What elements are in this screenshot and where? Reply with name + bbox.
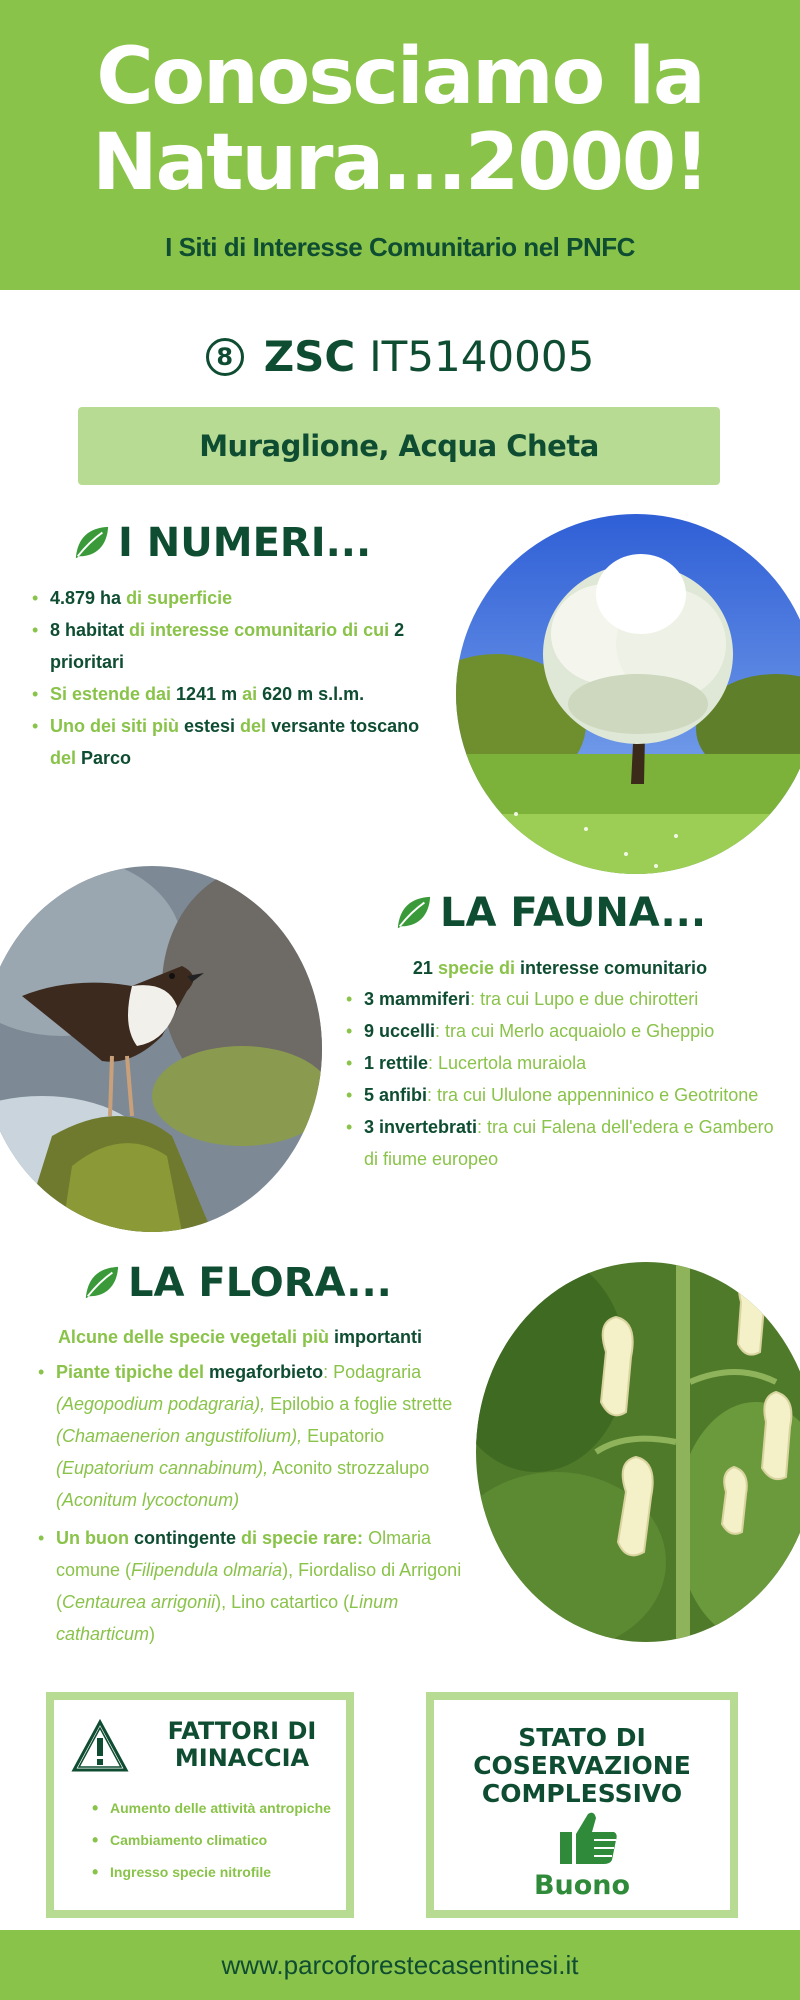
footer-bar: [0, 1930, 800, 2000]
list-item: • 4.879 ha di superficie: [26, 582, 436, 614]
page-title-line2: Natura...2000!: [92, 118, 708, 208]
leaf-icon: [72, 524, 110, 562]
leaf-icon: [82, 1264, 120, 1302]
zsc-label: ZSC: [263, 332, 356, 381]
list-item: • 3 mammiferi: tra cui Lupo e due chirotteri: [340, 983, 790, 1015]
page-title-line1: Conosciamo la: [96, 32, 704, 122]
fauna-heading: [394, 890, 706, 936]
warning-icon: [70, 1718, 130, 1774]
conservation-status-box: [426, 1692, 738, 1918]
list-item: • Cambiamento climatico: [86, 1824, 346, 1856]
leaf-icon: [394, 894, 432, 932]
website-link[interactable]: www.parcoforestecasentinesi.it: [221, 1949, 579, 1980]
fauna-title: LA FAUNA...: [440, 890, 707, 936]
list-item: • 5 anfibi: tra cui Ululone appenninico e Geotritone: [340, 1079, 790, 1111]
flora-heading: [82, 1260, 392, 1306]
thumbs-up-icon: [558, 1808, 620, 1866]
site-number-badge: 8: [206, 338, 244, 376]
tree-photo: [456, 514, 800, 874]
threat-title: FATTORI DI MINACCIA: [167, 1717, 317, 1772]
list-item: • Un buon contingente di specie rare: Olmaria comune (Filipendula olmaria), Fiordaliso di Arrigoni (Centaurea arrigonii), Lino catartico (Linum catharticum): [32, 1522, 472, 1650]
list-item: • 8 habitat di interesse comunitario di cui 2 prioritari: [26, 614, 436, 678]
page-subtitle: I Siti di Interesse Comunitario nel PNFC: [165, 232, 635, 262]
threat-list: [86, 1792, 346, 1888]
list-item: • 1 rettile: Lucertola muraiola: [340, 1047, 790, 1079]
tree-photo-illustration: [456, 514, 800, 874]
aconite-flower-illustration: [476, 1262, 800, 1642]
list-item: • 3 invertebrati: tra cui Falena dell'edera e Gambero di fiume europeo: [340, 1111, 790, 1175]
aconite-flower-photo: [476, 1262, 800, 1642]
list-item: • Aumento delle attività antropiche: [86, 1792, 346, 1824]
list-item: • 9 uccelli: tra cui Merlo acquaiolo e Gheppio: [340, 1015, 790, 1047]
dipper-bird-illustration: [0, 866, 322, 1232]
site-code: IT5140005: [369, 332, 595, 381]
conservation-status-value: Buono: [533, 1870, 631, 1901]
site-code-row: [0, 332, 800, 381]
numeri-heading: [72, 520, 371, 566]
list-item: • Ingresso specie nitrofile: [86, 1856, 346, 1888]
list-item: • Piante tipiche del megaforbieto: Podagraria (Aegopodium podagraria), Epilobio a foglie strette (Chamaenerion angustifolium), Eupatorio (Eupatorium cannabinum), Aconito strozzalupo (Aconitum lycoctonum): [32, 1356, 472, 1516]
flora-title: LA FLORA...: [128, 1260, 392, 1306]
threat-factors-box: [46, 1692, 354, 1918]
list-item: • Si estende dai 1241 m ai 620 m s.l.m.: [26, 678, 436, 710]
fauna-list: [340, 983, 790, 1175]
flora-list: [32, 1356, 472, 1650]
flora-intro: Alcune delle specie vegetali più importanti: [57, 1327, 423, 1347]
fauna-intro: 21 specie di interesse comunitario: [412, 958, 708, 978]
numeri-title: I NUMERI...: [118, 520, 372, 566]
site-name-box: Muraglione, Acqua Cheta: [78, 407, 720, 485]
conservation-title: STATO DI COSERVAZIONE COMPLESSIVO: [473, 1723, 691, 1808]
list-item: • Uno dei siti più estesi del versante toscano del Parco: [26, 710, 436, 774]
dipper-bird-photo: [0, 866, 322, 1232]
numeri-list: [26, 582, 436, 774]
